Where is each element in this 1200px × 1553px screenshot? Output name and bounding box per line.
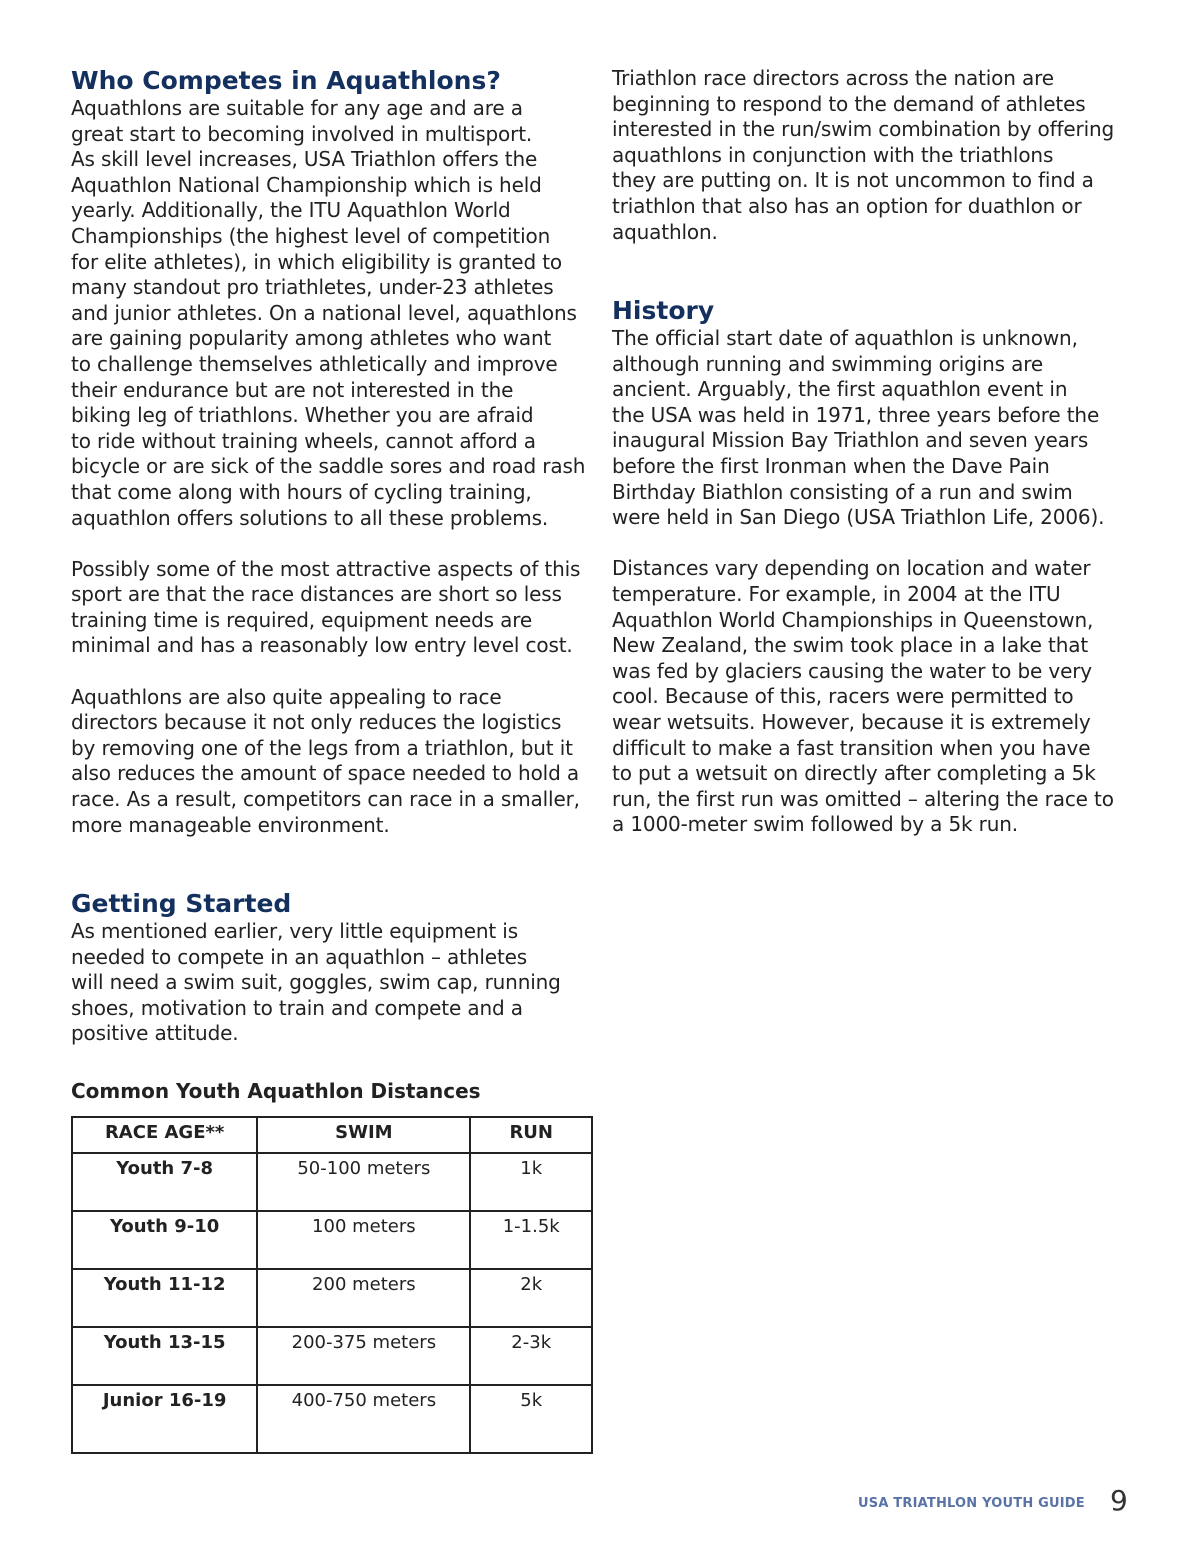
table-row (72, 1211, 592, 1269)
who-competes-heading: Who Competes in Aquathlons? (71, 66, 501, 95)
cell-swim: 200-375 meters (257, 1327, 470, 1385)
distances-table (71, 1116, 593, 1454)
table-row (72, 1385, 592, 1453)
cell-race-age: Junior 16-19 (72, 1385, 257, 1453)
paragraph-gap (71, 659, 596, 685)
page-number: 9 (1110, 1484, 1128, 1517)
header-swim: SWIM (257, 1117, 470, 1153)
getting-started-paragraph: As mentioned earlier, very little equipment is needed to compete in an aquathlon – athletes will need a swim suit, goggles, swim cap, running shoes, motivation to train and compete and a positive attitude. (71, 919, 561, 1046)
race-directors-paragraph: Triathlon race directors across the nation are beginning to respond to the demand of athletes interested in the run/swim combination by offering aquathlons in conjunction with the triathlons they are putting on. It is not uncommon to find a triathlon that also has an option for duathlon or aquathlon. (612, 66, 1115, 244)
who-competes-paragraph-2: Possibly some of the most attractive aspects of this sport are that the race distances are short so less training time is required, equipment needs are minimal and has a reasonably low entry level cost. (71, 556, 581, 658)
cell-run: 1k (470, 1153, 592, 1211)
cell-run: 2-3k (470, 1327, 592, 1385)
footer-guide-label: USA TRIATHLON YOUTH GUIDE (858, 1496, 1085, 1511)
history-heading: History (612, 296, 715, 325)
right-column-intro (612, 66, 1142, 245)
paragraph-gap (612, 531, 1142, 557)
header-run: RUN (470, 1117, 592, 1153)
table-row (72, 1269, 592, 1327)
header-race-age: RACE AGE** (72, 1117, 257, 1153)
paragraph-gap (71, 531, 596, 557)
getting-started-section (71, 889, 596, 1047)
cell-swim: 200 meters (257, 1269, 470, 1327)
table-header-row (72, 1117, 592, 1153)
cell-race-age: Youth 7-8 (72, 1153, 257, 1211)
cell-run: 2k (470, 1269, 592, 1327)
cell-race-age: Youth 9-10 (72, 1211, 257, 1269)
who-competes-paragraph-1: Aquathlons are suitable for any age and are a great start to becoming involved in multisport. As skill level increases, USA Triathlon offers the Aquathlon National Championship which is held yearly. Additionally, the ITU Aquathlon World Championships (the highest level of competition for elite athletes), in which eligibility is granted to many standout pro triathletes, under-23 athletes and junior athletes. On a national level, aquathlons are gaining popularity among athletes who want to challenge themselves athletically and improve their endurance but are not interested in the biking leg of triathlons. Whether you are afraid to ride without training wheels, cannot afford a bicycle or are sick of the saddle sores and road rash that come along with hours of cycling training, aquathlon offers solutions to all these problems. (71, 96, 586, 530)
table-row (72, 1327, 592, 1385)
history-paragraph-1: The official start date of aquathlon is unknown, although running and swimming origins are ancient. Arguably, the first aquathlon event in the USA was held in 1971, three years before the inaugural Mission Bay Triathlon and seven years before the first Ironman when the Dave Pain Birthday Biathlon consisting of a run and swim were held in San Diego (USA Triathlon Life, 2006). (612, 326, 1105, 530)
cell-race-age: Youth 11-12 (72, 1269, 257, 1327)
left-column (71, 66, 596, 838)
cell-race-age: Youth 13-15 (72, 1327, 257, 1385)
cell-swim: 50-100 meters (257, 1153, 470, 1211)
table-row (72, 1153, 592, 1211)
getting-started-heading: Getting Started (71, 889, 292, 918)
cell-swim: 100 meters (257, 1211, 470, 1269)
who-competes-paragraph-3: Aquathlons are also quite appealing to race directors because it not only reduces the logistics by removing one of the legs from a triathlon, but it also reduces the amount of space needed to hold a race. As a result, competitors can race in a smaller, more manageable environment. (71, 684, 580, 837)
cell-run: 1-1.5k (470, 1211, 592, 1269)
cell-swim: 400-750 meters (257, 1385, 470, 1453)
history-paragraph-2: Distances vary depending on location and water temperature. For example, in 2004 at the ITU Aquathlon World Championships in Queenstown, New Zealand, the swim took place in a lake that was fed by glaciers causing the water to be very cool. Because of this, racers were permitted to wear wetsuits. However, because it is extremely difficult to make a fast transition when you have to put a wetsuit on directly after completing a 5k run, the first run was omitted – altering the race to a 1000-meter swim followed by a 5k run. (612, 556, 1114, 837)
table-caption: Common Youth Aquathlon Distances (71, 1079, 481, 1103)
cell-run: 5k (470, 1385, 592, 1453)
history-section (612, 296, 1142, 838)
